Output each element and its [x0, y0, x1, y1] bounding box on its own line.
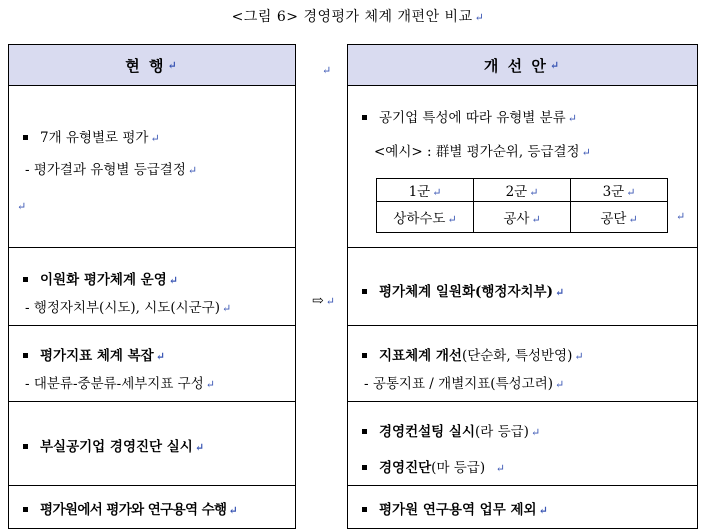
bullet-item: 평가원 연구용역 업무 제외 ↵ — [362, 498, 548, 518]
group-table — [376, 178, 668, 233]
caption-text: <그림 6> 경영평가 체계 개편안 비교 — [231, 9, 473, 25]
bullet-item: 공기업 특성에 따라 유형별 분류 ↵ — [362, 106, 577, 126]
bullet-item: 이원화 평가체계 운영 ↵ — [23, 268, 178, 288]
bullet-item: 부실공기업 경영진단 실시 ↵ — [23, 435, 204, 455]
current-row-3 — [9, 326, 295, 402]
sub-item: - 평가결과 유형별 등급결정 ↵ — [25, 162, 198, 178]
return-mark-icon: ↵ — [567, 112, 577, 125]
proposal-row-4 — [348, 402, 697, 486]
bullet-item: 지표체계 개선(단순화, 특성반영) ↵ — [362, 344, 584, 364]
proposal-column — [347, 44, 698, 529]
current-row-1 — [9, 86, 295, 248]
return-mark-icon: ↵ — [529, 186, 539, 199]
return-mark-icon: ↵ — [222, 302, 232, 315]
current-header-label: 현 행 — [125, 56, 166, 75]
return-mark-icon: ↵ — [432, 186, 442, 199]
group-header-cell: 1군 ↵ — [377, 179, 474, 202]
return-mark-icon: ↵ — [194, 441, 205, 454]
return-mark-icon: ↵ — [155, 350, 165, 363]
return-mark-icon: ↵ — [495, 462, 505, 475]
current-header — [9, 45, 295, 86]
transition-arrow — [312, 293, 335, 309]
return-mark-icon: ↵ — [549, 58, 562, 72]
proposal-header-label: 개 선 안 — [483, 56, 548, 75]
return-mark-icon: ↵ — [626, 186, 636, 199]
return-mark-icon: ↵ — [167, 58, 179, 72]
group-header-cell: 2군 ↵ — [474, 179, 571, 202]
group-header-row — [377, 179, 668, 202]
proposal-row-5 — [348, 486, 697, 528]
return-mark-icon: ↵ — [17, 200, 27, 213]
return-mark-icon: ↵ — [554, 286, 565, 299]
proposal-row-2 — [348, 248, 697, 326]
example-line: <예시> : 群별 평가순위, 등급결정 ↵ — [374, 144, 591, 160]
group-header-cell: 3군 ↵ — [571, 179, 668, 202]
group-value-cell: 공단 ↵ — [571, 202, 668, 233]
arrow-icon: ⇨ — [312, 293, 324, 309]
bullet-item: 경영진단(마 등급) ↵ — [362, 456, 505, 476]
bullet-item: 평가체계 일원화(행정자치부) ↵ — [362, 280, 564, 300]
group-value-cell: 공사 ↵ — [474, 202, 571, 233]
return-mark-icon: ↵ — [530, 426, 541, 439]
return-mark-icon: ↵ — [555, 378, 565, 391]
current-row-5 — [9, 486, 295, 528]
return-mark-icon: ↵ — [538, 504, 548, 517]
return-mark-icon: ↵ — [628, 213, 638, 226]
return-mark-icon: ↵ — [322, 64, 332, 77]
group-value-cell: 상하수도 ↵ — [377, 202, 474, 233]
group-value-row — [377, 202, 668, 233]
return-mark-icon: ↵ — [325, 295, 335, 308]
return-mark-icon: ↵ — [581, 146, 591, 159]
bullet-item: 평가원에서 평가와 연구용역 수행 ↵ — [23, 498, 237, 518]
proposal-row-1 — [348, 86, 697, 248]
sub-item: - 행정자치부(시도), 시도(시군구) ↵ — [25, 300, 232, 316]
return-mark-icon: ↵ — [447, 213, 457, 226]
bullet-item: 평가지표 체계 복잡 ↵ — [23, 344, 165, 364]
current-row-4 — [9, 402, 295, 486]
bullet-item: 경영컨설팅 실시(라 등급) ↵ — [362, 420, 540, 440]
sub-item: - 공통지표 / 개별지표(특성고려) ↵ — [364, 376, 565, 392]
return-mark-icon: ↵ — [168, 274, 178, 287]
current-column — [8, 44, 296, 529]
return-mark-icon: ↵ — [574, 350, 584, 363]
sub-item: - 대분류-중분류-세부지표 구성 ↵ — [25, 376, 215, 392]
proposal-row-3 — [348, 326, 697, 402]
return-mark-icon: ↵ — [187, 164, 198, 177]
return-mark-icon: ↵ — [676, 210, 686, 223]
return-mark-icon: ↵ — [150, 132, 160, 145]
return-mark-icon: ↵ — [531, 213, 541, 226]
proposal-header — [348, 45, 697, 86]
return-mark-icon: ↵ — [228, 504, 238, 517]
empty-paragraph — [15, 198, 26, 214]
return-mark-icon: ↵ — [205, 378, 215, 391]
current-row-2 — [9, 248, 295, 326]
bullet-item: 7개 유형별로 평가 ↵ — [23, 126, 160, 146]
return-mark-icon: ↵ — [474, 11, 485, 24]
figure-caption — [0, 6, 716, 26]
